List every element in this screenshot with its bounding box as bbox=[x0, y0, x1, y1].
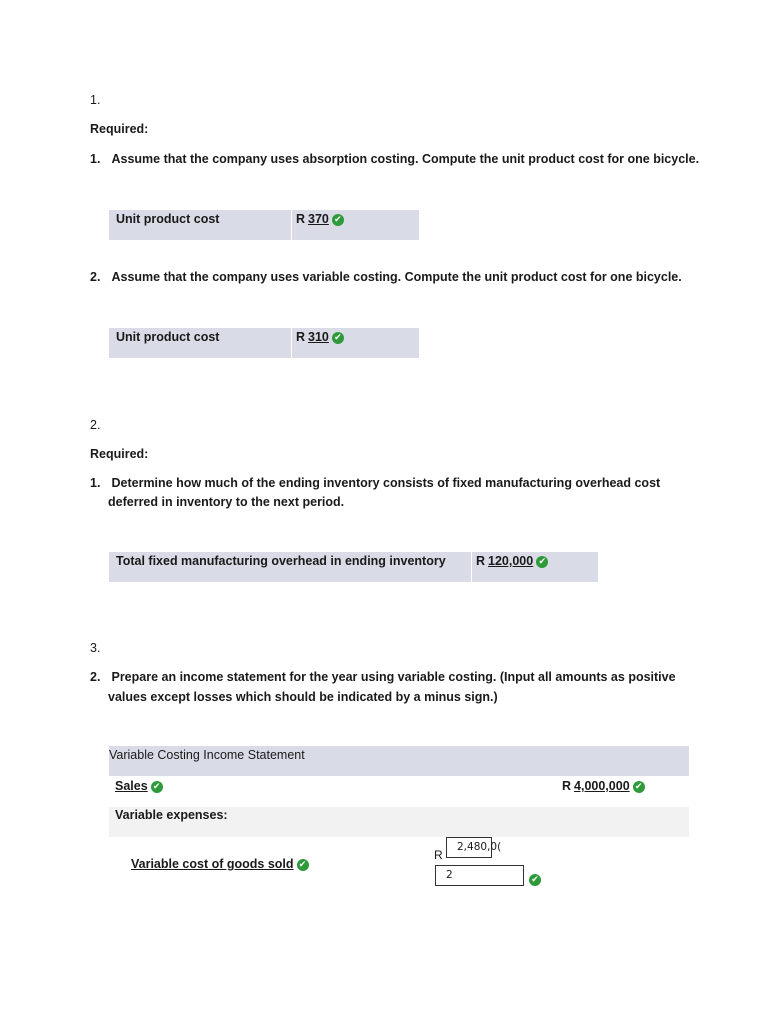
answer-row-variable bbox=[109, 328, 419, 358]
cell-divider bbox=[291, 328, 292, 358]
currency-symbol: R bbox=[476, 554, 486, 568]
sales-row bbox=[109, 776, 689, 807]
variable-expenses-row bbox=[109, 807, 689, 837]
question-text-note: (Input all amounts as positive bbox=[499, 670, 676, 684]
question-number: 2. bbox=[90, 270, 101, 284]
fixed-overhead-label: Total fixed manufacturing overhead in ending inventory bbox=[116, 554, 446, 568]
question-text: Assume that the company uses absorption costing. Compute the unit product cost for one bicycle. bbox=[111, 152, 700, 166]
question-number: 1. bbox=[90, 152, 101, 166]
section-1-required: Required: bbox=[90, 122, 149, 136]
vcogs-label-wrap bbox=[131, 857, 309, 871]
check-circle-icon: ✔ bbox=[529, 874, 541, 886]
unit-product-cost-label: Unit product cost bbox=[116, 212, 220, 226]
check-circle-icon: ✔ bbox=[536, 556, 548, 568]
section-2-required: Required: bbox=[90, 447, 149, 461]
question-number: 2. bbox=[90, 670, 101, 684]
section-1-number: 1. bbox=[90, 93, 101, 107]
section-3-number: 3. bbox=[90, 641, 101, 655]
unit-product-cost-value bbox=[296, 212, 344, 226]
question-text-line-2: deferred in inventory to the next period. bbox=[108, 495, 345, 509]
question-text-main: Prepare an income statement for the year using variable costing. bbox=[111, 670, 497, 684]
question-text-line-1 bbox=[111, 670, 675, 684]
answer-value: 370 bbox=[308, 212, 329, 226]
check-circle-icon: ✔ bbox=[332, 214, 344, 226]
answer-value: 310 bbox=[308, 330, 329, 344]
section-1-question-2 bbox=[90, 270, 730, 284]
question-text-line-2: values except losses which should be indicated by a minus sign.) bbox=[108, 690, 498, 704]
question-text-line-1: Determine how much of the ending inventory consists of fixed manufacturing overhead cost bbox=[111, 476, 661, 490]
section-2-number: 2. bbox=[90, 418, 101, 432]
vcogs-second-input[interactable]: 2 bbox=[435, 865, 524, 886]
currency-symbol: R bbox=[296, 330, 306, 344]
section-3-question-2 bbox=[90, 670, 750, 684]
cell-divider bbox=[471, 552, 472, 582]
income-statement-header bbox=[109, 746, 689, 776]
check-circle-icon: ✔ bbox=[297, 859, 309, 871]
variable-expenses-label: Variable expenses: bbox=[115, 808, 228, 822]
check-circle-icon: ✔ bbox=[633, 781, 645, 793]
check-circle-icon: ✔ bbox=[151, 781, 163, 793]
check-circle-icon: ✔ bbox=[332, 332, 344, 344]
vcogs-amount-input[interactable]: 2,480,0( bbox=[446, 837, 492, 858]
currency-symbol: R bbox=[296, 212, 306, 226]
question-number: 1. bbox=[90, 476, 101, 490]
question-text: Assume that the company uses variable costing. Compute the unit product cost for one bicycle. bbox=[111, 270, 682, 284]
unit-product-cost-value bbox=[296, 330, 344, 344]
income-statement-title: Variable Costing Income Statement bbox=[109, 748, 305, 762]
answer-value: 120,000 bbox=[488, 554, 534, 568]
fixed-overhead-value bbox=[476, 554, 548, 568]
section-2-question-1 bbox=[90, 476, 730, 490]
answer-row-absorption bbox=[109, 210, 419, 240]
sales-value: 4,000,000 bbox=[574, 779, 630, 793]
vcogs-currency-symbol: R bbox=[434, 848, 443, 862]
currency-symbol: R bbox=[562, 779, 572, 793]
sales-label-wrap bbox=[115, 779, 163, 793]
section-1-question-1 bbox=[90, 152, 730, 166]
vcogs-label: Variable cost of goods sold bbox=[131, 857, 294, 871]
sales-value-wrap bbox=[562, 779, 645, 793]
unit-product-cost-label: Unit product cost bbox=[116, 330, 220, 344]
cell-divider bbox=[291, 210, 292, 240]
sales-label: Sales bbox=[115, 779, 148, 793]
answer-row-fixed-overhead bbox=[109, 552, 598, 582]
